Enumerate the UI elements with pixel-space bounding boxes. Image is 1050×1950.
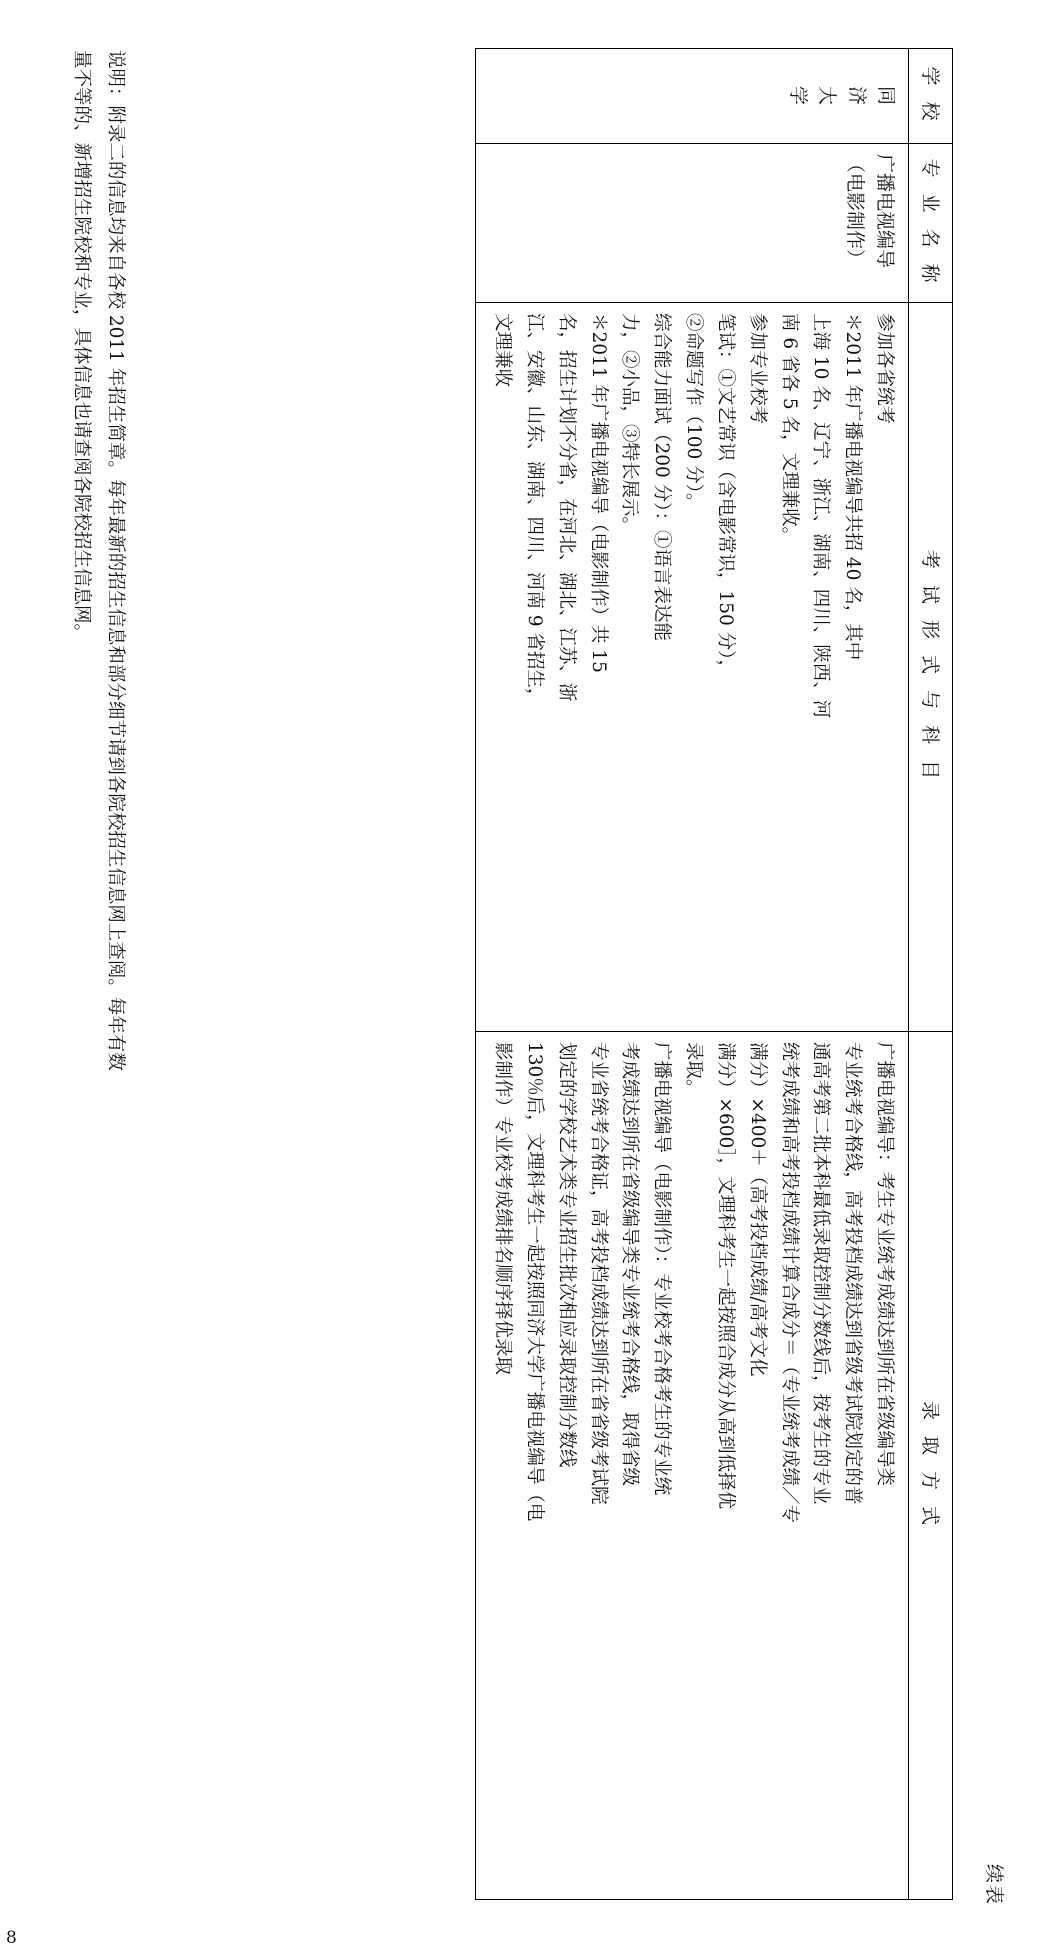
exam-line: ＊2011 年广播电视编导（电影制作）共 15 — [587, 313, 609, 673]
exam-line: 文理兼收 — [492, 313, 514, 388]
table-note — [65, 50, 132, 1902]
rotated-content — [35, 40, 1015, 1910]
cell-major — [476, 144, 909, 303]
school-char: 大 — [816, 85, 839, 106]
column-header-school: 学 校 — [909, 49, 953, 144]
admission-line: 130％后，文理科考生一起按照同济大学广播电视编导（电 — [524, 1042, 546, 1522]
exam-line: 综合能力面试（200 分）：①语言表达能 — [651, 313, 673, 641]
admission-line: 满分）×600］，文理科考生一起按照合成分从高到低择优 — [714, 1042, 736, 1510]
page-number: 8 — [6, 1928, 17, 1948]
admission-line: 统考成绩和高考投档成绩计算合成分＝（专业统考成绩／专 — [778, 1042, 800, 1524]
exam-line: 参加专业校考 — [746, 313, 768, 425]
admission-line: 满分）×400＋（高考投档成绩/高考文化 — [746, 1042, 768, 1377]
admission-line: 专业统考合格线，高考投档成绩达到省级考试院划定的普 — [842, 1042, 864, 1505]
admission-line: 划定的学校艺术类专业招生批次相应录取控制分数线 — [555, 1042, 577, 1468]
note-line: 说明：附录二的信息均来自各校 2011 年招生简章。每年最新的招生信息和部分细节请到各院校招生信息网上查阅。每年有数 — [104, 50, 126, 1071]
exam-line: 名，招生计划不分省，在河北、湖北、江苏、浙 — [555, 313, 577, 702]
admission-line: 通高考第二批本科最低录取控制分数线后，按考生的专业 — [810, 1042, 832, 1505]
exam-line: 江、安徽、山东、湖南、四川、河南 9 省招生， — [524, 313, 546, 707]
major-line: （电影制作） — [843, 154, 866, 269]
cell-school — [476, 49, 909, 144]
exam-line: ②命题写作（100 分）。 — [683, 313, 705, 512]
column-header-major: 专 业 名 称 — [909, 144, 953, 303]
column-header-admission: 录 取 方 式 — [909, 1032, 953, 1900]
admissions-table — [475, 48, 953, 1900]
admission-line: 广播电视编导：考生专业统考成绩达到所在省级编导类 — [874, 1042, 895, 1487]
note-line: 量不等的、新增招生院校和专业，具体信息也请查阅各院校招生信息网。 — [71, 50, 93, 643]
admission-line: 影制作）专业校考成绩排名顺序择优录取 — [492, 1042, 514, 1376]
admission-line: 录取。 — [683, 1042, 705, 1098]
column-header-exam: 考 试 形 式 与 科 目 — [909, 303, 953, 1032]
exam-line: ＊2011 年广播电视编导共招 40 名，其中 — [842, 313, 864, 661]
school-char: 同 — [875, 85, 897, 106]
major-line: 广播电视编导 — [874, 154, 896, 269]
exam-line: 力，②小品，③特长展示。 — [619, 313, 641, 536]
exam-line: 笔试：①文艺常识（含电影常识，150 分）， — [714, 313, 736, 678]
table-row — [476, 49, 909, 1900]
admission-line: 广播电视编导（电影制作）：专业校考合格考生的专业统 — [651, 1042, 673, 1496]
table-header-row — [909, 49, 953, 1900]
admission-line: 考成绩达到所在省级编导类专业统考合格线，取得省级 — [619, 1042, 641, 1487]
cell-exam-format — [476, 303, 909, 1032]
school-char: 学 — [786, 85, 809, 106]
school-char: 济 — [845, 85, 868, 106]
exam-line: 南 6 省各 5 名，文理兼收。 — [778, 313, 800, 546]
continued-table-label: 续表 — [983, 1863, 1005, 1906]
admission-line: 专业省统考合格证，高考投档成绩达到所在省省级考试院 — [587, 1042, 609, 1505]
cell-admission-method — [476, 1032, 909, 1900]
exam-line: 上海 10 名、辽宁、浙江、湖南、四川、陕西、河 — [810, 313, 832, 719]
exam-line: 参加各省统考 — [874, 313, 895, 425]
